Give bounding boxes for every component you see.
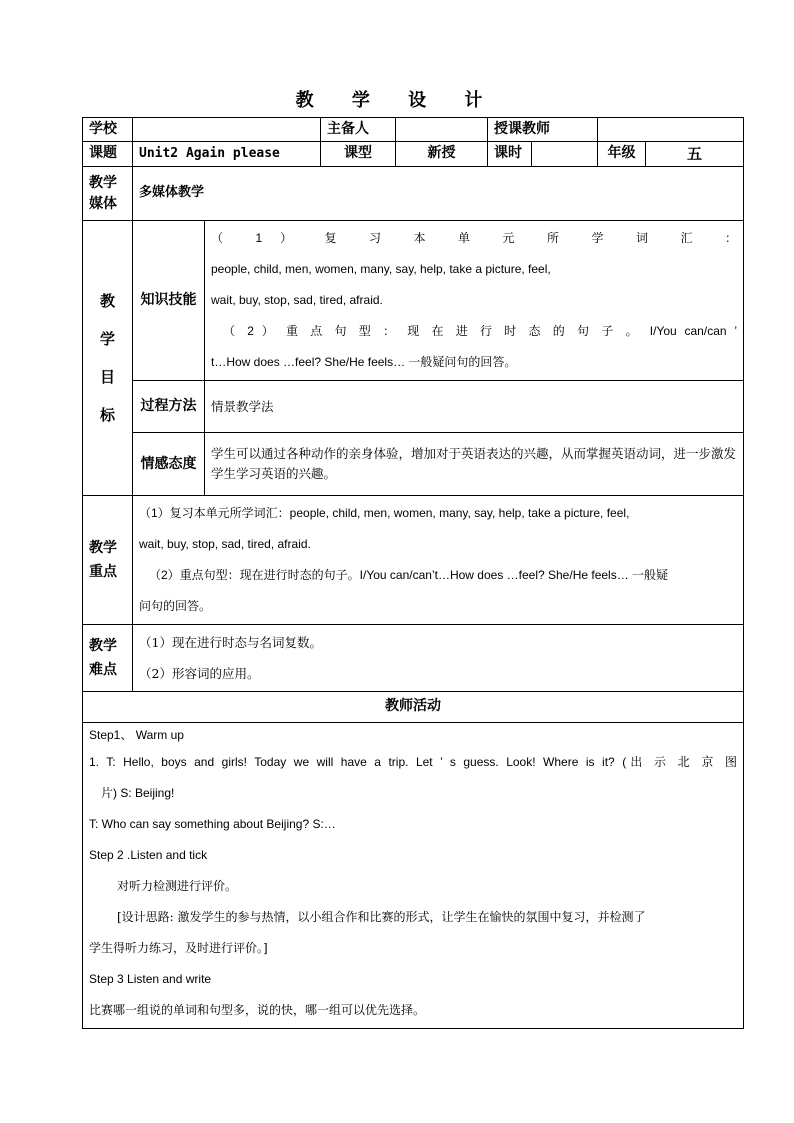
emotion-label: 情感态度: [133, 433, 205, 496]
knowledge-label: 知识技能: [133, 221, 205, 381]
school-row: [83, 118, 744, 142]
key-points-value: （1）复习本单元所学词汇：people, child, men, women, many, say, help, take a picture, feel, wait, buy, stop, sad, tired, afraid. （2）重点句型：现在进行时态的句子。I/You can/can’t…How does …feel? She/He feels… 一般疑 问句的回答。: [133, 496, 744, 625]
emotion-value: 学生可以通过各种动作的亲身体验，增加对于英语表达的兴趣，从而掌握英语动词，进一步激发学生学习英语的兴趣。: [205, 433, 744, 496]
activity-line: Step1、 Warm up: [89, 728, 184, 742]
activity-line: 1. T: Hello, boys and girls! Today we will have a trip. Let ’ s guess. Look! Where is it? (出 示 北 京 图: [89, 755, 737, 769]
activity-line: Step 2 .Listen and tick: [89, 848, 208, 862]
hours-label: 课时: [488, 142, 532, 167]
lead-preparer-label: 主备人: [321, 118, 396, 142]
difficulties-row: [83, 625, 744, 692]
key-points-label: 教学重点: [83, 496, 133, 625]
key-points-row: [83, 496, 744, 625]
topic-row: [83, 142, 744, 167]
knowledge-value: （ 1 ） 复 习 本 单 元 所 学 词 汇 ： people, child, men, women, many, say, help, take a picture, feel, wait, buy, stop, sad, tired, afraid. （ 2 ） 重 点 句 型 ： 现 在 进 行 时 态 的 句 子 。 I/You can/can ’ t…How does …feel? She/He feels… 一般疑问句的回答。: [205, 221, 744, 381]
topic-value: Unit2 Again please: [133, 142, 321, 167]
process-row: [83, 381, 744, 433]
school-value: [133, 118, 321, 142]
teacher-activity-header: 教师活动: [83, 692, 744, 723]
difficulties-value: （1）现在进行时态与名词复数。 （2）形容词的应用。: [133, 625, 744, 692]
emotion-row: [83, 433, 744, 496]
process-label: 过程方法: [133, 381, 205, 433]
lead-preparer-value: [396, 118, 488, 142]
media-value: 多媒体教学: [133, 167, 744, 221]
lesson-plan-table: [82, 117, 744, 1029]
teacher-label: 授课教师: [488, 118, 598, 142]
teacher-activity-row: [83, 723, 744, 1029]
process-value: 情景教学法: [205, 381, 744, 433]
grade-label: 年级: [598, 142, 646, 167]
teacher-value: [598, 118, 744, 142]
media-row: [83, 167, 744, 221]
activity-line: 比赛哪一组说的单词和句型多，说的快，哪一组可以优先选择。: [89, 1003, 426, 1017]
activity-line: [设计思路: 激发学生的参与热情，以小组合作和比赛的形式，让学生在愉快的氛围中复习，并检测了: [117, 910, 646, 924]
activity-line: 学生得听力练习，及时进行评价。]: [89, 941, 268, 955]
topic-label: 课题: [83, 142, 133, 167]
activity-line: T: Who can say something about Beijing? S:…: [89, 817, 336, 831]
activity-line: Step 3 Listen and write: [89, 972, 212, 986]
knowledge-row: [83, 221, 744, 381]
teacher-activity-header-row: [83, 692, 744, 723]
teacher-activity-body: [83, 723, 744, 1029]
difficulties-label: 教学难点: [83, 625, 133, 692]
grade-value: 五: [646, 142, 744, 167]
lesson-type-label: 课型: [321, 142, 396, 167]
school-label: 学校: [83, 118, 133, 142]
hours-value: [532, 142, 598, 167]
media-label: 教学媒体: [83, 167, 133, 221]
activity-line: 对听力检测进行评价。: [117, 879, 238, 893]
document-title: 教 学 设 计: [295, 90, 499, 111]
activity-line: 片) S: Beijing!: [101, 786, 175, 800]
lesson-type-value: 新授: [396, 142, 488, 167]
objectives-label: 教 学 目 标: [83, 221, 133, 496]
